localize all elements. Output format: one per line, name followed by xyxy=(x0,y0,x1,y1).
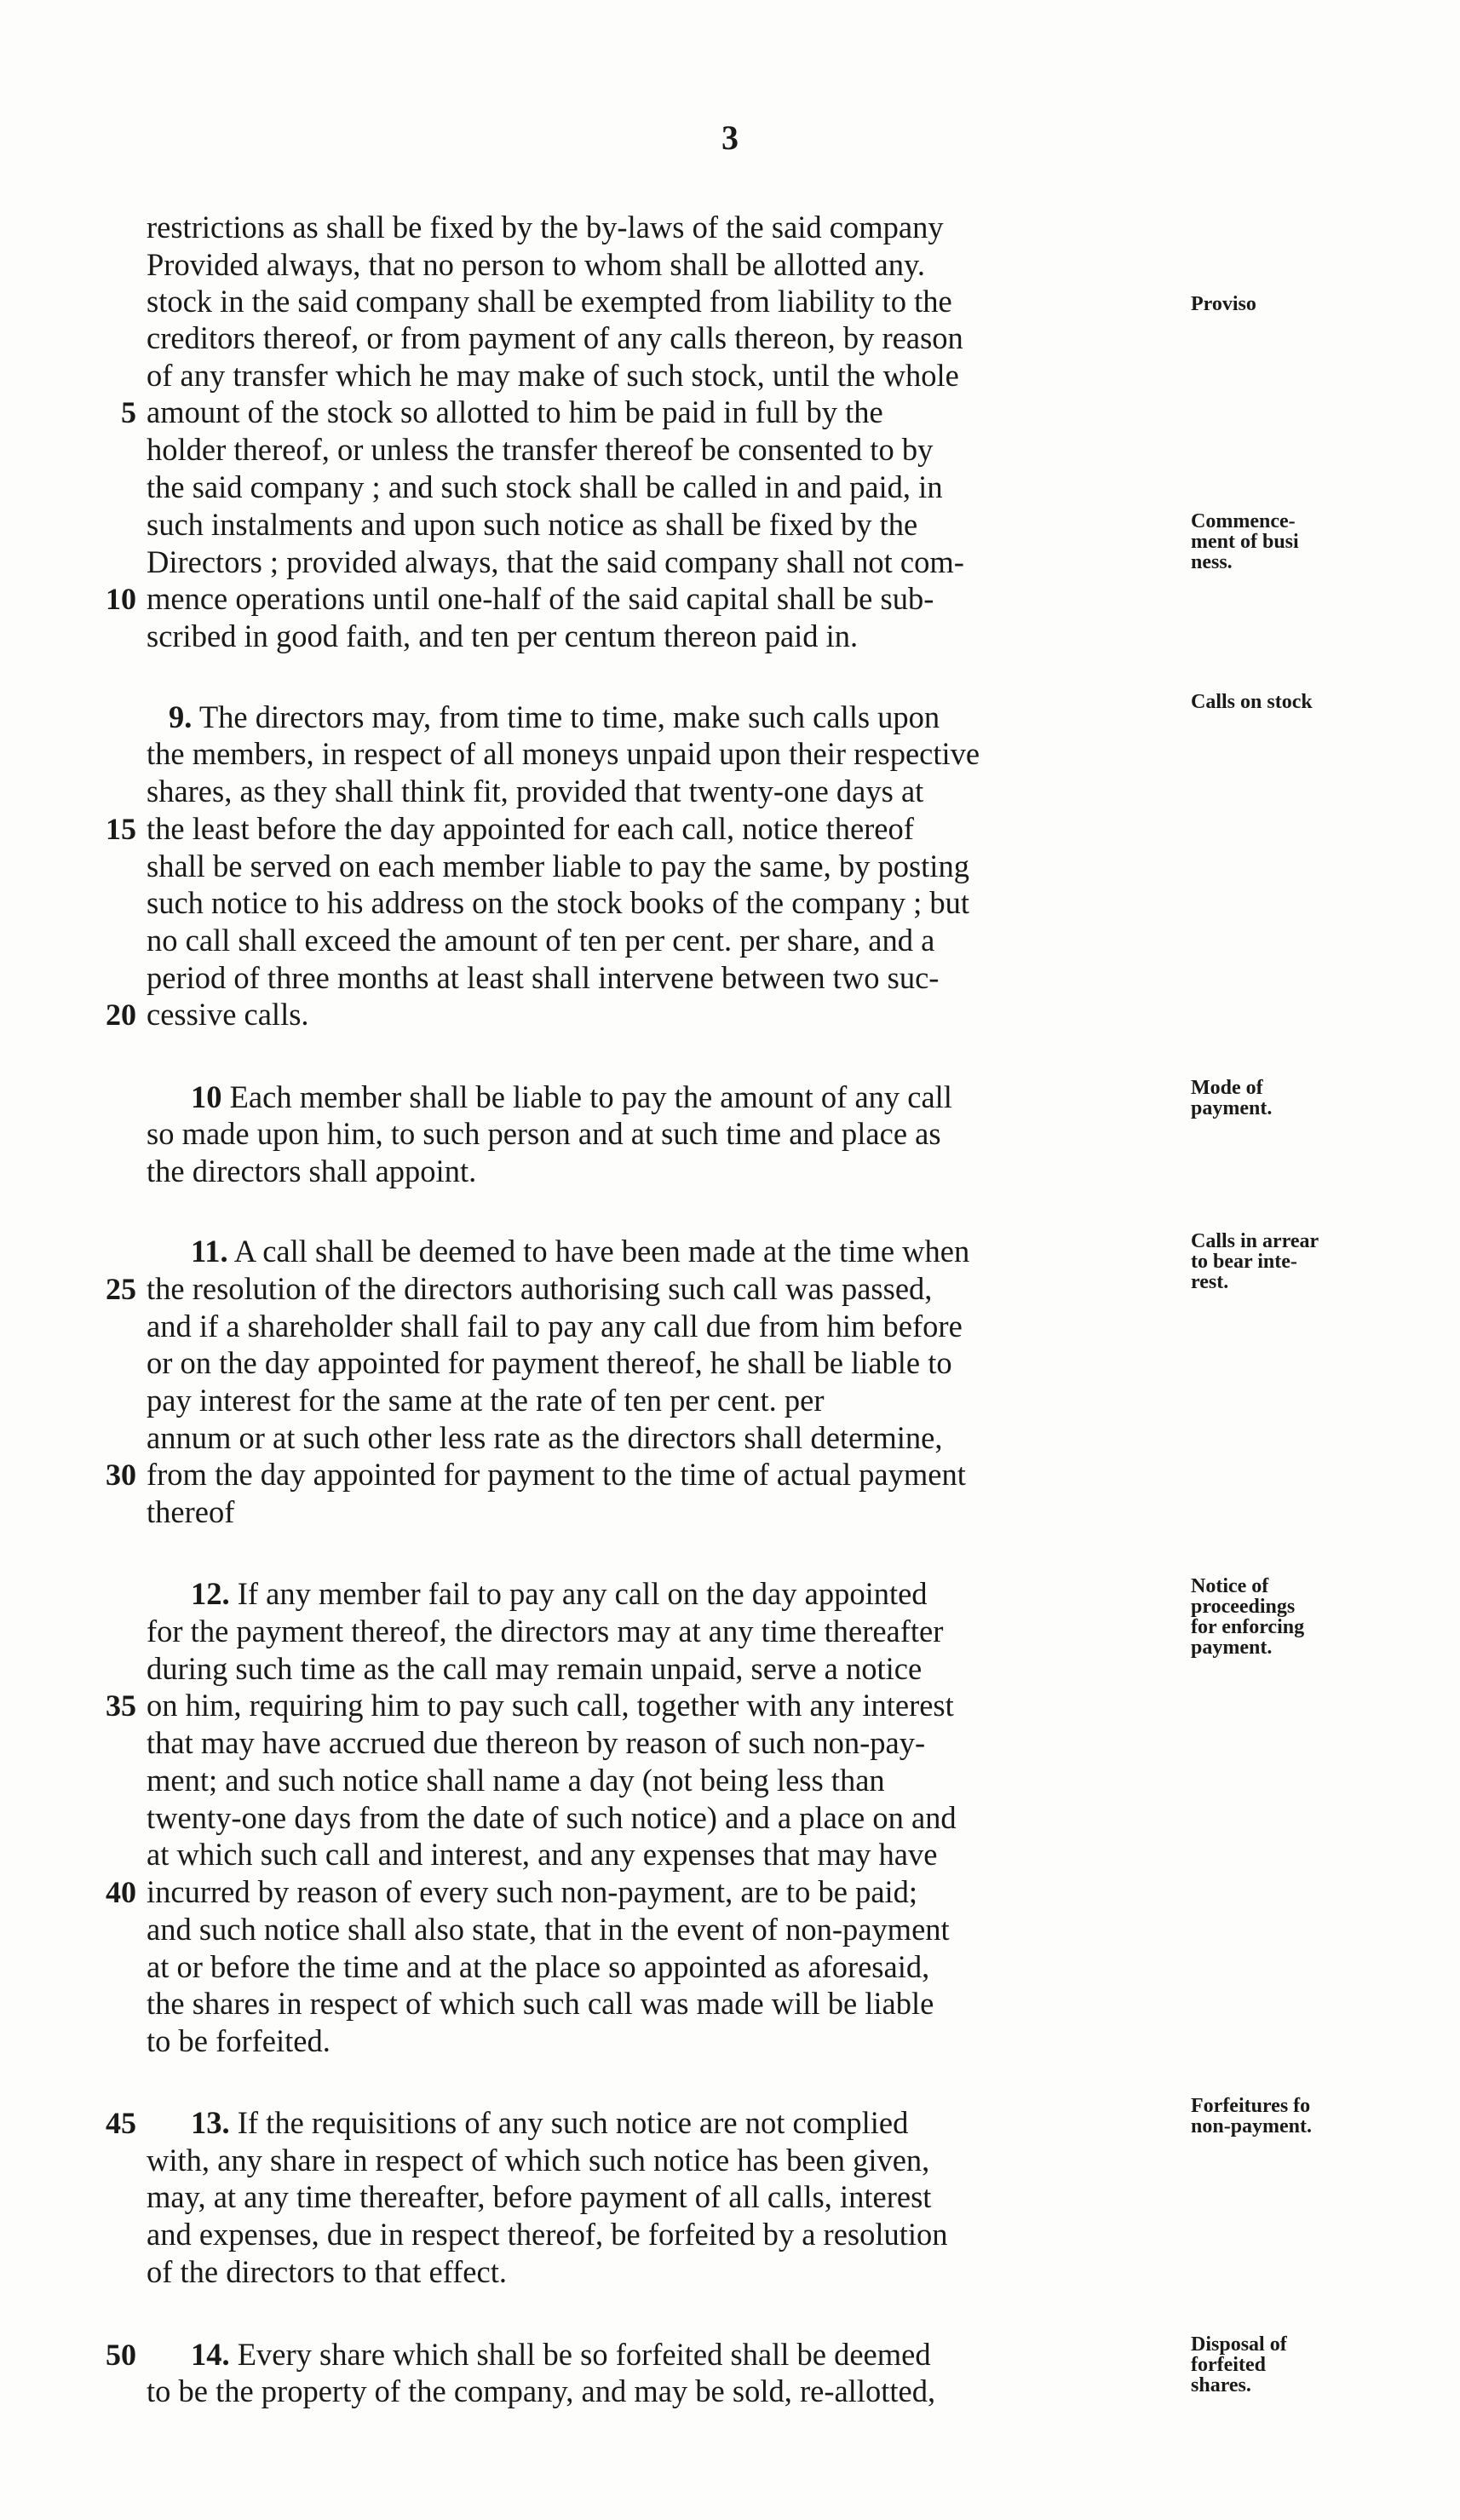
text-line xyxy=(147,618,858,655)
line-text: If the requisitions of any such notice are not complied xyxy=(229,2105,909,2140)
text-line xyxy=(147,1799,957,1837)
section-number: 10 xyxy=(191,1079,222,1114)
text-line xyxy=(147,1985,934,2022)
text-line xyxy=(147,357,959,394)
line-number: 15 xyxy=(106,812,136,846)
section-number: 12. xyxy=(191,1576,230,1611)
text-line xyxy=(147,1948,929,1986)
line-text: A call shall be deemed to have been made at the time when xyxy=(227,1234,970,1269)
line-text: ment; and such notice shall name a day (not being less than xyxy=(147,1763,885,1798)
text-line xyxy=(147,1724,925,1762)
line-text: Each member shall be liable to pay the amount of any call xyxy=(221,1079,952,1114)
text-line xyxy=(191,1233,969,1270)
line-text: for the payment thereof, the directors may at any time thereafter xyxy=(147,1614,944,1648)
line-text: at or before the time and at the place so appointed as aforesaid, xyxy=(147,1949,930,1984)
section-number: 14. xyxy=(191,2337,230,2372)
line-text: or on the day appointed for payment thereof, he shall be liable to xyxy=(147,1345,952,1380)
text-line xyxy=(147,2022,331,2060)
text-line xyxy=(191,1079,952,1116)
text-line xyxy=(147,469,943,506)
margin-note: Commence- ment of busi ness. xyxy=(1191,510,1299,573)
text-line xyxy=(147,2373,935,2410)
line-text: and if a shareholder shall fail to pay any call due from him before xyxy=(147,1309,963,1343)
text-line xyxy=(147,1456,966,1493)
line-text: Provided always, that no person to whom shall be allotted any. xyxy=(147,247,926,282)
text-line xyxy=(147,1419,943,1457)
line-text: may, at any time thereafter, before payment of all calls, interest xyxy=(147,2179,932,2214)
page-number: 3 xyxy=(721,118,739,157)
text-line xyxy=(147,1344,952,1382)
line-number: 35 xyxy=(106,1689,136,1723)
text-line xyxy=(147,735,980,773)
line-text: and such notice shall also state, that in the event of non-payment xyxy=(147,1912,950,1947)
line-text: of the directors to that effect. xyxy=(147,2254,507,2289)
line-text: incurred by reason of every such non-payment, are to be paid; xyxy=(147,1874,918,1909)
line-text: twenty-one days from the date of such notice) and a place on and xyxy=(147,1800,957,1835)
line-text: and expenses, due in respect thereof, be forfeited by a resolution xyxy=(147,2217,948,2252)
text-line xyxy=(147,884,969,922)
line-text: the directors shall appoint. xyxy=(147,1154,477,1188)
line-text: such instalments and upon such notice as shall be fixed by the xyxy=(147,507,918,542)
line-text: amount of the stock so allotted to him be paid in full by the xyxy=(147,394,883,429)
line-number: 25 xyxy=(106,1272,136,1306)
text-line xyxy=(147,1873,917,1911)
line-text: on him, requiring him to pay such call, together with any interest xyxy=(147,1688,954,1723)
margin-note: Calls on stock xyxy=(1191,691,1313,713)
text-line xyxy=(147,773,923,810)
line-text: scribed in good faith, and ten per centum thereon paid in. xyxy=(147,618,859,653)
line-text: the resolution of the directors authorising such call was passed, xyxy=(147,1271,933,1306)
line-number: 10 xyxy=(106,582,136,616)
line-text: such notice to his address on the stock books of the company ; but xyxy=(147,885,970,920)
line-text: the least before the day appointed for each call, notice thereof xyxy=(147,811,914,846)
text-line xyxy=(147,319,963,357)
text-line xyxy=(147,1613,943,1650)
text-line xyxy=(147,1911,950,1948)
line-text: no call shall exceed the amount of ten per cent. per share, and a xyxy=(147,923,935,958)
text-line xyxy=(147,283,952,320)
margin-note: Mode of payment. xyxy=(1191,1077,1273,1119)
line-text: the said company ; and such stock shall be called in and paid, in xyxy=(147,469,943,504)
line-text: cessive calls. xyxy=(147,997,309,1032)
text-line xyxy=(147,1382,825,1419)
line-text: shares, as they shall think fit, provided that twenty-one days at xyxy=(147,774,924,808)
text-line xyxy=(147,1762,885,1799)
line-text: Directors ; provided always, that the said company shall not com- xyxy=(147,544,964,579)
line-text: pay interest for the same at the rate of ten per cent. per xyxy=(147,1383,825,1418)
text-line xyxy=(191,1575,928,1613)
margin-note: Forfeitures fo non-payment. xyxy=(1191,2095,1313,2137)
text-line xyxy=(147,922,934,959)
text-line xyxy=(191,2104,908,2142)
line-text: creditors thereof, or from payment of any calls thereon, by reason xyxy=(147,320,963,355)
line-text: of any transfer which he may make of such stock, until the whole xyxy=(147,358,959,393)
text-line xyxy=(147,544,964,581)
text-line xyxy=(147,2178,931,2216)
line-text: the shares in respect of which such call was made will be liable xyxy=(147,1986,934,2021)
line-text: to be forfeited. xyxy=(147,2023,331,2058)
section-number: 11. xyxy=(191,1234,228,1269)
text-line xyxy=(147,2216,948,2253)
line-number: 50 xyxy=(106,2338,136,2372)
text-line xyxy=(147,810,914,848)
line-text: thereof xyxy=(147,1494,235,1529)
text-line xyxy=(147,996,309,1033)
text-line xyxy=(147,209,944,246)
line-number: 5 xyxy=(121,395,136,429)
text-line xyxy=(147,1836,937,1873)
text-line xyxy=(147,1493,234,1531)
text-line xyxy=(147,1153,476,1190)
line-text: with, any share in respect of which such notice has been given, xyxy=(147,2143,930,2178)
text-line xyxy=(147,1687,954,1724)
text-line xyxy=(147,580,934,618)
line-number: 45 xyxy=(106,2106,136,2140)
line-text: The directors may, from time to time, make such calls upon xyxy=(192,699,940,734)
line-text: stock in the said company shall be exempted from liability to the xyxy=(147,284,952,319)
margin-note: Proviso xyxy=(1191,293,1256,315)
line-text: period of three months at least shall intervene between two suc- xyxy=(147,960,940,995)
line-text: the members, in respect of all moneys unpaid upon their respective xyxy=(147,736,980,771)
line-number: 20 xyxy=(106,998,136,1032)
text-line xyxy=(147,2142,929,2179)
line-text: at which such call and interest, and any expenses that may have xyxy=(147,1837,938,1872)
line-text: that may have accrued due thereon by reason of such non-pay- xyxy=(147,1725,926,1760)
line-text: to be the property of the company, and may be sold, re-allotted, xyxy=(147,2373,936,2408)
text-line xyxy=(147,246,925,284)
text-line xyxy=(147,959,939,997)
line-text: during such time as the call may remain unpaid, serve a notice xyxy=(147,1651,923,1686)
line-number: 40 xyxy=(106,1875,136,1909)
line-text: so made upon him, to such person and at such time and place as xyxy=(147,1116,941,1151)
line-text: restrictions as shall be fixed by the by-laws of the said company xyxy=(147,210,944,245)
text-line xyxy=(147,848,969,885)
text-line xyxy=(147,1650,922,1688)
line-text: Every share which shall be so forfeited shall be deemed xyxy=(229,2337,931,2372)
text-line xyxy=(147,1115,941,1153)
line-text: holder thereof, or unless the transfer thereof be consented to by xyxy=(147,432,934,467)
section-number: 13. xyxy=(191,2105,230,2140)
text-line xyxy=(191,2336,931,2373)
text-line xyxy=(147,1270,932,1308)
line-number: 30 xyxy=(106,1458,136,1492)
margin-note: Disposal of forfeited shares. xyxy=(1191,2333,1287,2396)
text-line xyxy=(147,394,883,431)
line-text: shall be served on each member liable to pay the same, by posting xyxy=(147,849,969,883)
text-line xyxy=(147,2253,507,2291)
text-line xyxy=(147,506,917,544)
text-line xyxy=(147,431,933,469)
section-number: 9. xyxy=(169,699,193,734)
line-text: annum or at such other less rate as the directors shall determine, xyxy=(147,1420,943,1455)
margin-note: Calls in arrear to bear inte- rest. xyxy=(1191,1230,1319,1293)
text-line xyxy=(147,1308,963,1345)
line-text: If any member fail to pay any call on the day appointed xyxy=(229,1576,928,1611)
text-line xyxy=(169,699,940,736)
line-text: from the day appointed for payment to the time of actual payment xyxy=(147,1457,966,1492)
margin-note: Notice of proceedings for enforcing payment. xyxy=(1191,1575,1305,1659)
line-text: mence operations until one-half of the said capital shall be sub- xyxy=(147,581,934,616)
